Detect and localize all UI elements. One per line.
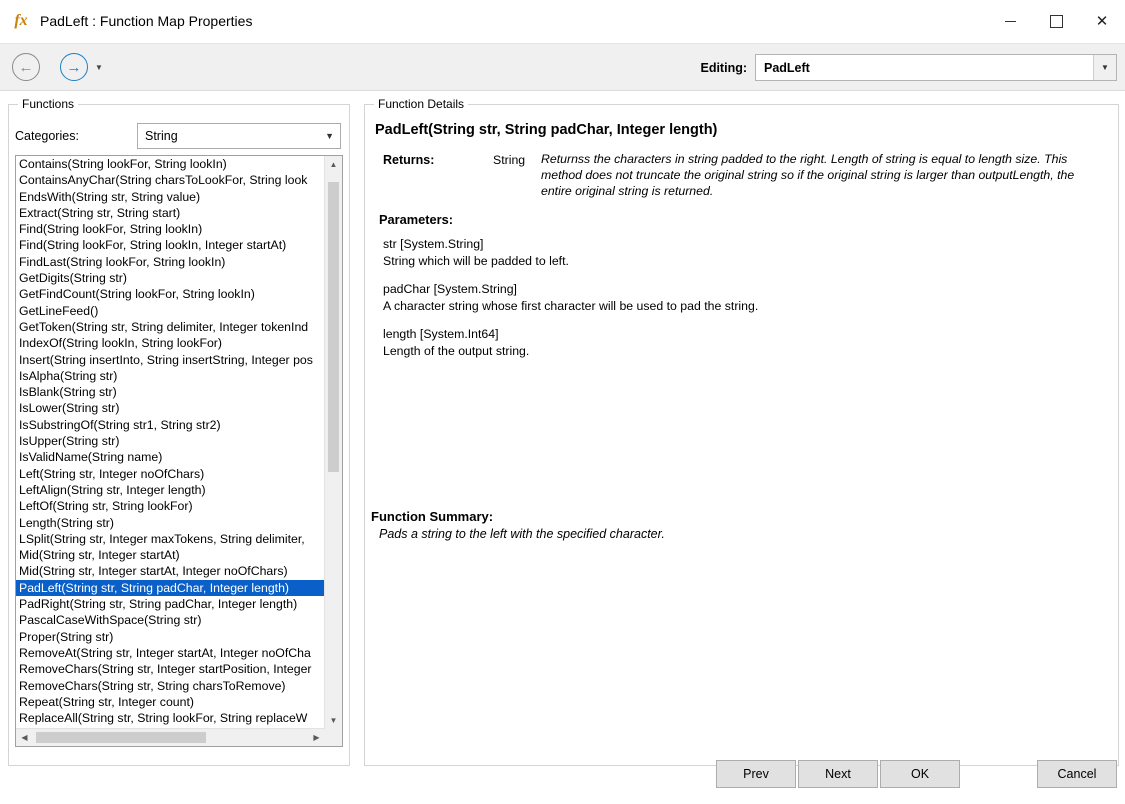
chevron-down-icon[interactable]: ▼ [1093,55,1116,80]
list-item[interactable]: IsUpper(String str) [19,434,120,449]
function-signature: PadLeft(String str, String padChar, Integer length) [375,122,718,138]
list-item[interactable]: GetLineFeed() [19,303,99,318]
function-summary-label: Function Summary: [371,509,494,524]
title-bar [0,0,1125,43]
list-item[interactable]: EndsWith(String str, String value) [19,189,201,204]
scroll-up-icon[interactable]: ▲ [325,156,342,173]
editing-label: Editing: [700,60,747,75]
categories-row [15,123,341,149]
footer [0,754,1125,804]
horizontal-scrollbar[interactable] [16,728,325,746]
parameter-description: A character string whose first character will be used to pad the string. [383,299,759,313]
list-item[interactable]: Mid(String str, Integer startAt, Integer noOfChars) [19,564,288,579]
chevron-down-icon[interactable]: ▼ [325,131,334,141]
list-item[interactable]: LeftOf(String str, String lookFor) [19,499,193,514]
function-summary-text: Pads a string to the left with the specified character. [379,527,665,541]
back-arrow-icon[interactable]: ← [12,53,40,81]
function-fx-icon: fx [14,12,28,29]
window-title: PadLeft : Function Map Properties [40,13,253,29]
list-item[interactable]: RemoveAt(String str, Integer startAt, Integer noOfCha [19,645,311,660]
parameter-item [383,326,1104,360]
parameter-name: length [System.Int64] [383,327,499,341]
parameter-name: str [System.String] [383,237,484,251]
list-item[interactable]: PascalCaseWithSpace(String str) [19,613,202,628]
list-item[interactable]: RemoveChars(String str, Integer startPosition, Integer [19,662,312,677]
forward-arrow-icon[interactable]: → [60,53,88,81]
list-item[interactable]: GetDigits(String str) [19,271,127,286]
list-item[interactable]: IndexOf(String lookIn, String lookFor) [19,336,222,351]
cancel-button[interactable]: Cancel [1037,760,1117,788]
list-item[interactable]: IsLower(String str) [19,401,120,416]
returns-label: Returns: [383,153,435,167]
list-item[interactable]: IsBlank(String str) [19,385,117,400]
function-details-group-title: Function Details [374,97,468,111]
list-item[interactable]: IsAlpha(String str) [19,368,118,383]
scroll-down-icon[interactable]: ▼ [325,712,342,729]
next-button[interactable]: Next [798,760,878,788]
functions-listbox[interactable] [15,155,343,747]
scroll-left-icon[interactable]: ◀ [21,733,28,742]
list-item[interactable]: Left(String str, Integer noOfChars) [19,466,205,481]
list-item[interactable]: IsValidName(String name) [19,450,163,465]
list-item[interactable]: LeftAlign(String str, Integer length) [19,482,206,497]
list-item[interactable]: PadRight(String str, String padChar, Integer length) [19,597,298,612]
prev-button[interactable]: Prev [716,760,796,788]
functions-list[interactable] [16,156,325,729]
list-item[interactable]: Insert(String insertInto, String insertString, Integer pos [19,352,313,367]
list-item[interactable]: Extract(String str, String start) [19,205,181,220]
returns-description: Returnss the characters in string padded to the right. Length of string is equal to length size. This method does not truncate the original string so if the original string is larger than outputLength, the entire original string is returned. [541,152,1075,198]
list-item[interactable]: Contains(String lookFor, String lookIn) [19,157,227,171]
main-content [0,91,1125,763]
window-controls [987,0,1125,42]
categories-label: Categories: [15,129,79,143]
list-item[interactable]: Proper(String str) [19,629,114,644]
close-button[interactable]: ✕ [1095,13,1109,30]
list-item[interactable]: Find(String lookFor, String lookIn) [19,222,203,237]
toolbar [0,43,1125,91]
list-item[interactable]: PadLeft(String str, String padChar, Integer length) [16,580,325,596]
list-item[interactable]: ContainsAnyChar(String charsToLookFor, String look [19,173,308,188]
parameter-item [383,236,1104,270]
returns-type: String [493,153,526,167]
list-item[interactable]: Repeat(String str, Integer count) [19,694,194,709]
list-item[interactable]: Mid(String str, Integer startAt) [19,548,180,563]
chevron-down-icon[interactable]: ▼ [95,62,103,72]
horizontal-scroll-thumb[interactable] [36,732,206,743]
list-item[interactable]: Find(String lookFor, String lookIn, Integer startAt) [19,238,287,253]
scrollbar-corner [325,729,342,746]
list-item[interactable]: LSplit(String str, Integer maxTokens, String delimiter, [19,531,305,546]
scroll-right-icon[interactable]: ▶ [313,733,320,742]
categories-combobox[interactable] [137,123,341,149]
vertical-scrollbar[interactable] [324,156,342,729]
parameter-item [383,281,1104,315]
ok-button[interactable]: OK [880,760,960,788]
list-item[interactable]: IsSubstringOf(String str1, String str2) [19,417,221,432]
list-item[interactable]: GetFindCount(String lookFor, String lookIn) [19,287,255,302]
parameter-name: padChar [System.String] [383,282,517,296]
editing-area [700,54,1117,81]
maximize-button[interactable] [1033,0,1079,42]
function-details-group [364,97,1119,766]
editing-combobox[interactable] [755,54,1117,81]
list-item[interactable]: FindLast(String lookFor, String lookIn) [19,254,226,269]
parameter-description: Length of the output string. [383,344,530,358]
vertical-scroll-thumb[interactable] [328,182,339,472]
parameters-label: Parameters: [379,212,453,227]
categories-combobox-value: String [145,129,178,143]
list-item[interactable]: Length(String str) [19,515,115,530]
list-item[interactable]: RemoveChars(String str, String charsToRemove) [19,678,286,693]
list-item[interactable]: ReplaceAll(String str, String lookFor, String replaceW [19,711,308,726]
parameter-description: String which will be padded to left. [383,254,569,268]
list-item[interactable]: GetToken(String str, String delimiter, Integer tokenInd [19,319,309,334]
functions-group-title: Functions [18,97,78,111]
minimize-button[interactable] [987,0,1033,42]
functions-group [8,97,350,766]
editing-combobox-value: PadLeft [764,60,810,75]
